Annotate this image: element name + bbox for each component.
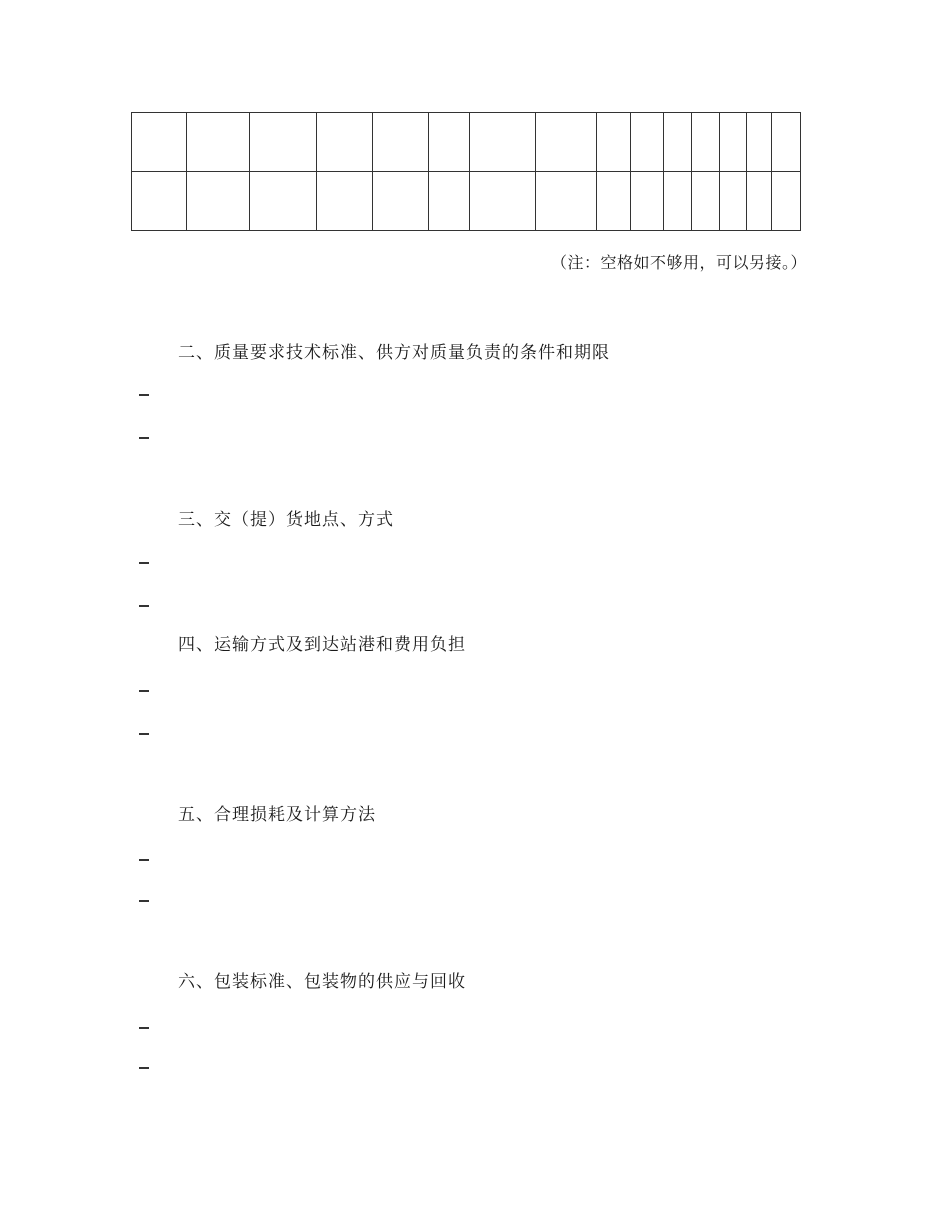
table-cell[interactable]	[692, 172, 720, 231]
table-cell[interactable]	[747, 172, 772, 231]
table-cell[interactable]	[720, 113, 747, 172]
blank-line-marker[interactable]	[139, 1027, 149, 1029]
table-cell[interactable]	[664, 172, 692, 231]
table-cell[interactable]	[631, 113, 664, 172]
section-heading-packaging: 六、包装标准、包装物的供应与回收	[178, 972, 466, 992]
table-cell[interactable]	[597, 113, 631, 172]
table-cell[interactable]	[132, 172, 187, 231]
blank-line-marker[interactable]	[139, 562, 149, 564]
table-row	[132, 172, 801, 231]
table-cell[interactable]	[536, 113, 597, 172]
table-cell[interactable]	[664, 113, 692, 172]
section-heading-transport: 四、运输方式及到达站港和费用负担	[178, 635, 466, 655]
table-cell[interactable]	[772, 113, 801, 172]
table-cell[interactable]	[373, 172, 429, 231]
blank-line-marker[interactable]	[139, 394, 149, 396]
blank-line-marker[interactable]	[139, 900, 149, 902]
table-cell[interactable]	[429, 113, 470, 172]
table-cell[interactable]	[536, 172, 597, 231]
section-heading-quality: 二、质量要求技术标准、供方对质量负责的条件和期限	[178, 343, 610, 363]
table-cell[interactable]	[317, 172, 373, 231]
table-cell[interactable]	[187, 113, 250, 172]
section-heading-delivery: 三、交（提）货地点、方式	[178, 510, 394, 530]
table-cell[interactable]	[470, 172, 536, 231]
table-cell[interactable]	[772, 172, 801, 231]
table-cell[interactable]	[429, 172, 470, 231]
blank-line-marker[interactable]	[139, 605, 149, 607]
contract-items-table	[131, 112, 801, 231]
blank-line-marker[interactable]	[139, 437, 149, 439]
table-row	[132, 113, 801, 172]
blank-line-marker[interactable]	[139, 1067, 149, 1069]
table-cell[interactable]	[631, 172, 664, 231]
table-cell[interactable]	[720, 172, 747, 231]
table-cell[interactable]	[692, 113, 720, 172]
table-cell[interactable]	[132, 113, 187, 172]
section-heading-loss: 五、合理损耗及计算方法	[178, 805, 376, 825]
blank-line-marker[interactable]	[139, 733, 149, 735]
table-cell[interactable]	[250, 113, 317, 172]
table-cell[interactable]	[747, 113, 772, 172]
table-cell[interactable]	[373, 113, 429, 172]
table-note: （注：空格如不够用，可以另接。）	[550, 253, 807, 272]
table-cell[interactable]	[187, 172, 250, 231]
table-cell[interactable]	[470, 113, 536, 172]
table-cell[interactable]	[250, 172, 317, 231]
table-cell[interactable]	[317, 113, 373, 172]
table-cell[interactable]	[597, 172, 631, 231]
blank-line-marker[interactable]	[139, 690, 149, 692]
blank-line-marker[interactable]	[139, 859, 149, 861]
